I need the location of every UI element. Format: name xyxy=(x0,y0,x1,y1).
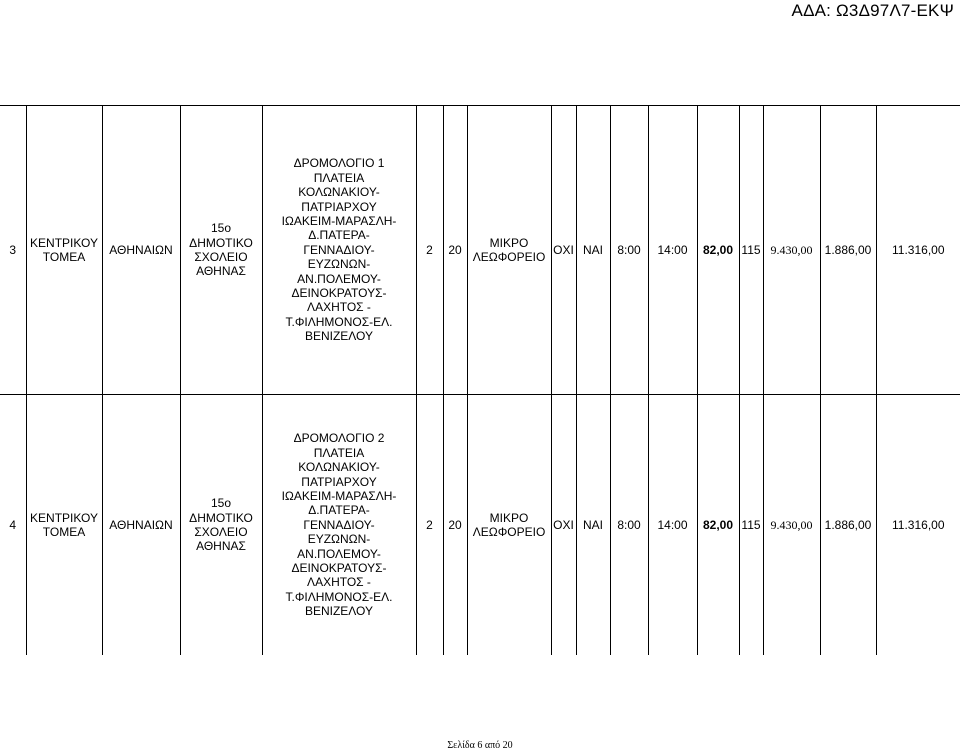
start-time-cell: 8:00 xyxy=(610,106,648,395)
route-cell xyxy=(262,395,416,656)
route-line: ΓΕΝΝΑΔΙΟΥ- xyxy=(303,517,375,532)
col16-cell: 11.316,00 xyxy=(876,395,960,656)
vehicle-line: ΜΙΚΡΟ xyxy=(489,510,529,525)
route-line: ΚΟΛΩΝΑΚΙΟΥ- xyxy=(298,185,380,200)
table-row xyxy=(0,395,960,656)
school-cell xyxy=(180,395,262,656)
route-line: Τ.ΦΙΛΗΜΟΝΟΣ-ΕΛ. xyxy=(285,589,393,604)
school-line: ΔΗΜΟΤΙΚΟ xyxy=(189,510,253,525)
routes-table xyxy=(0,105,960,655)
route-line: ΒΕΝΙΖΕΛΟΥ xyxy=(304,329,374,344)
col15-cell: 1.886,00 xyxy=(820,106,876,395)
route-line: ΕΥΖΩΝΩΝ- xyxy=(307,257,371,272)
page-number: Σελίδα 6 από 20 xyxy=(447,740,513,751)
col14-cell: 9.430,00 xyxy=(763,395,820,656)
ada-code: ΑΔΑ: Ω3Δ97Λ7-ΕΚΨ xyxy=(791,1,954,20)
route-line: ΙΩΑΚΕΙΜ-ΜΑΡΑΣΛΗ- xyxy=(281,488,397,503)
municipality-cell: ΑΘΗΝΑΙΩΝ xyxy=(102,106,180,395)
route-line: Δ.ΠΑΤΕΡΑ- xyxy=(308,503,370,518)
route-line: ΠΛΑΤΕΙΑ xyxy=(313,170,365,185)
sector-cell: ΚΕΝΤΡΙΚΟΥ ΤΟΜΕΑ xyxy=(26,106,102,395)
table-row xyxy=(0,106,960,395)
route-block xyxy=(282,431,397,618)
route-line: ΛΑΧΗΤΟΣ - xyxy=(307,575,371,590)
school-line: 15ο xyxy=(210,221,232,236)
school-line: ΑΘΗΝΑΣ xyxy=(196,264,246,279)
route-line: ΔΡΟΜΟΛΟΓΙΟ 2 xyxy=(293,431,385,446)
col8-cell: ΟΧΙ xyxy=(551,395,576,656)
col13-cell: 115 xyxy=(739,106,763,395)
route-block xyxy=(282,156,397,343)
row-index: 3 xyxy=(0,106,26,395)
col6-cell: 20 xyxy=(443,106,467,395)
route-line: ΙΩΑΚΕΙΜ-ΜΑΡΑΣΛΗ- xyxy=(281,213,397,228)
vehicle-line: ΜΙΚΡΟ xyxy=(489,235,529,250)
col6-cell: 20 xyxy=(443,395,467,656)
route-line: ΑΝ.ΠΟΛΕΜΟΥ- xyxy=(297,271,381,286)
col8-cell: ΟΧΙ xyxy=(551,106,576,395)
col5-cell: 2 xyxy=(416,395,443,656)
col5-cell: 2 xyxy=(416,106,443,395)
school-line: 15ο xyxy=(210,496,232,511)
route-line: ΔΕΙΝΟΚΡΑΤΟΥΣ- xyxy=(291,561,387,576)
route-line: ΠΑΤΡΙΑΡΧΟΥ xyxy=(301,199,377,214)
col13-cell: 115 xyxy=(739,395,763,656)
route-line: Δ.ΠΑΤΕΡΑ- xyxy=(308,228,370,243)
col12-cell: 82,00 xyxy=(697,395,739,656)
route-line: ΕΥΖΩΝΩΝ- xyxy=(307,532,371,547)
school-line: ΣΧΟΛΕΙΟ xyxy=(194,525,248,539)
school-line: ΔΗΜΟΤΙΚΟ xyxy=(189,235,253,250)
route-line: ΠΑΤΡΙΑΡΧΟΥ xyxy=(301,474,377,489)
start-time-cell: 8:00 xyxy=(610,395,648,656)
end-time-cell: 14:00 xyxy=(648,395,697,656)
school-cell xyxy=(180,106,262,395)
end-time-cell: 14:00 xyxy=(648,106,697,395)
row-index: 4 xyxy=(0,395,26,656)
col15-cell: 1.886,00 xyxy=(820,395,876,656)
col9-cell: ΝΑΙ xyxy=(576,106,610,395)
route-line: ΒΕΝΙΖΕΛΟΥ xyxy=(304,604,374,619)
col12-cell: 82,00 xyxy=(697,106,739,395)
vehicle-line: ΛΕΩΦΟΡΕΙΟ xyxy=(472,250,546,264)
route-line: ΔΕΙΝΟΚΡΑΤΟΥΣ- xyxy=(291,286,387,301)
municipality-cell: ΑΘΗΝΑΙΩΝ xyxy=(102,395,180,656)
route-line: ΠΛΑΤΕΙΑ xyxy=(313,445,365,460)
vehicle-cell xyxy=(467,395,551,656)
route-cell xyxy=(262,106,416,395)
route-line: ΔΡΟΜΟΛΟΓΙΟ 1 xyxy=(293,156,385,171)
vehicle-line: ΛΕΩΦΟΡΕΙΟ xyxy=(472,525,546,539)
route-line: ΛΑΧΗΤΟΣ - xyxy=(307,300,371,315)
route-line: Τ.ΦΙΛΗΜΟΝΟΣ-ΕΛ. xyxy=(285,314,393,329)
col14-cell: 9.430,00 xyxy=(763,106,820,395)
sector-cell: ΚΕΝΤΡΙΚΟΥ ΤΟΜΕΑ xyxy=(26,395,102,656)
school-line: ΣΧΟΛΕΙΟ xyxy=(194,250,248,264)
col9-cell: ΝΑΙ xyxy=(576,395,610,656)
route-line: ΚΟΛΩΝΑΚΙΟΥ- xyxy=(298,460,380,475)
vehicle-cell xyxy=(467,106,551,395)
route-line: ΑΝ.ΠΟΛΕΜΟΥ- xyxy=(297,546,381,561)
school-line: ΑΘΗΝΑΣ xyxy=(196,539,246,554)
route-line: ΓΕΝΝΑΔΙΟΥ- xyxy=(303,242,375,257)
col16-cell: 11.316,00 xyxy=(876,106,960,395)
